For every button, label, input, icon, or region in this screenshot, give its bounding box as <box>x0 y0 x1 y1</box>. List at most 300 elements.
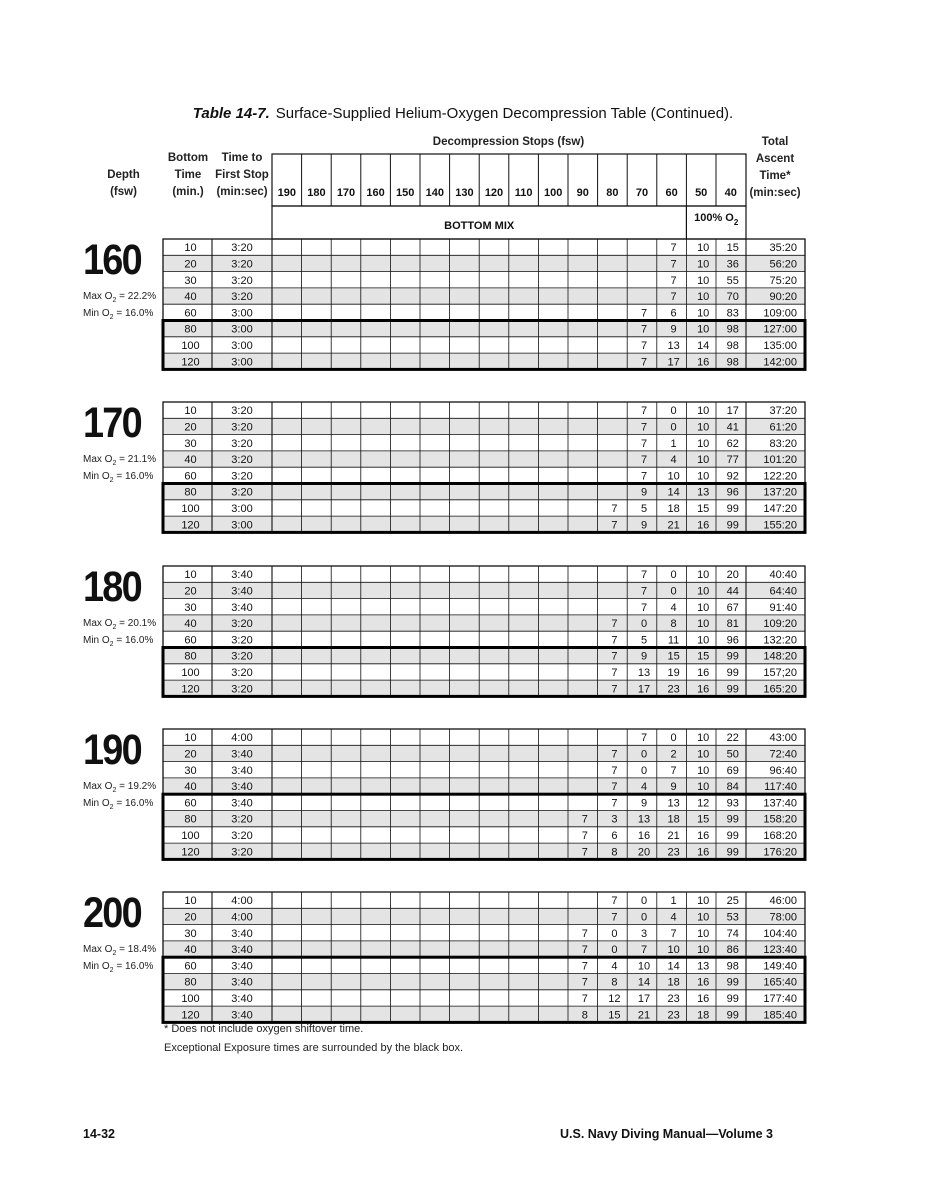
first-stop-time-cell: 3:20 <box>231 454 253 467</box>
table-row <box>181 667 797 679</box>
bottom-time-cell: 80 <box>184 486 197 499</box>
max-o2-note: Max $O_2 = 19.2\%$ <box>83 781 157 794</box>
total-ascent-cell: 158:20 <box>763 813 797 826</box>
first-stop-time-cell: 3:20 <box>231 470 253 483</box>
stop-depth-190: 190 <box>277 187 296 199</box>
first-stop-time-cell: 3:20 <box>231 421 253 434</box>
table-row <box>181 830 797 842</box>
stop-time-cell: 6 <box>670 307 677 320</box>
stop-time-cell: 81 <box>726 618 739 631</box>
stop-time-cell: 0 <box>670 585 677 598</box>
bottom-time-cell: 20 <box>184 585 197 598</box>
bottom-time-cell: 100 <box>181 340 200 352</box>
stop-time-cell: 14 <box>637 976 651 989</box>
total-ascent-cell: 155:20 <box>763 519 797 532</box>
oxygen-label: 100% $O_2$ <box>694 212 739 227</box>
bottom-mix-label: BOTTOM MIX <box>444 220 515 232</box>
total-ascent-cell: 176:20 <box>763 846 797 859</box>
stop-time-cell: 8 <box>581 1009 588 1022</box>
bottom-time-cell: 10 <box>184 405 197 418</box>
total-ascent-cell: 96:40 <box>769 764 797 777</box>
stop-time-cell: 9 <box>640 519 648 532</box>
stop-time-cell: 0 <box>640 911 648 924</box>
bottom-time-cell: 120 <box>181 1009 200 1022</box>
stop-time-cell: 0 <box>670 405 677 418</box>
bottom-time-cell: 100 <box>181 993 200 1005</box>
stop-time-cell: 7 <box>611 797 618 810</box>
table-row <box>184 765 797 777</box>
total-ascent-cell: 109:20 <box>763 618 797 631</box>
total-ascent-cell: 135:00 <box>763 340 797 352</box>
stop-time-cell: 7 <box>670 242 677 255</box>
table-row <box>181 503 797 515</box>
depth-label-170: 170 <box>83 399 141 447</box>
total-ascent-cell: 165:20 <box>763 683 797 696</box>
stop-time-cell: 7 <box>640 307 648 320</box>
stop-time-cell: 15 <box>726 242 739 255</box>
stop-time-cell: 7 <box>640 732 648 745</box>
stop-time-cell: 7 <box>640 601 648 614</box>
stop-time-cell: 7 <box>640 340 648 352</box>
total-ascent-cell: 157;20 <box>763 667 797 679</box>
bottom-time-cell: 10 <box>184 732 197 745</box>
stop-time-cell: 10 <box>697 454 710 467</box>
stop-time-cell: 10 <box>697 421 710 434</box>
stop-time-cell: 69 <box>726 764 739 777</box>
stop-depth-100: 100 <box>544 187 563 199</box>
table-row <box>184 438 797 450</box>
stop-time-cell: 98 <box>726 340 739 352</box>
stop-time-cell: 99 <box>726 650 739 663</box>
depth-section-170 <box>163 402 805 532</box>
bottom-time-cell: 40 <box>184 944 197 957</box>
bottom-time-cell: 60 <box>184 470 197 483</box>
depth-label-160: 160 <box>83 236 141 284</box>
table-row <box>184 242 797 254</box>
stop-time-cell: 36 <box>726 258 739 271</box>
first-stop-time-cell: 3:40 <box>231 927 253 940</box>
stop-time-cell: 12 <box>697 797 710 810</box>
stop-time-cell: 23 <box>667 846 680 859</box>
header-total-ascent-time: Total Ascent Time* (min:sec) <box>749 136 801 199</box>
stop-time-cell: 9 <box>640 797 648 810</box>
depth-section-190 <box>163 729 805 859</box>
stop-time-cell: 7 <box>611 667 618 679</box>
bottom-time-cell: 80 <box>184 976 197 989</box>
stop-time-cell: 10 <box>697 569 710 582</box>
stop-time-cell: 10 <box>697 405 710 418</box>
stop-time-cell: 7 <box>581 927 588 940</box>
stop-time-cell: 4 <box>670 911 677 924</box>
stop-time-cell: 9 <box>640 486 648 499</box>
stop-time-cell: 7 <box>611 895 618 908</box>
stop-time-cell: 15 <box>697 503 710 515</box>
bottom-time-cell: 30 <box>184 927 197 940</box>
stop-time-cell: 21 <box>637 1009 651 1022</box>
stop-time-cell: 12 <box>608 993 621 1005</box>
stop-time-cell: 3 <box>640 927 648 940</box>
depth-section-200 <box>163 892 805 1022</box>
total-ascent-cell: 101:20 <box>763 454 797 467</box>
total-ascent-cell: 83:20 <box>769 437 797 450</box>
bottom-time-cell: 80 <box>184 323 197 336</box>
stop-time-cell: 13 <box>697 960 710 973</box>
total-ascent-cell: 90:20 <box>769 291 797 304</box>
stop-time-cell: 18 <box>667 813 680 826</box>
total-ascent-cell: 64:40 <box>769 585 797 598</box>
stop-time-cell: 96 <box>726 486 739 499</box>
stop-time-cell: 99 <box>726 667 739 679</box>
total-ascent-cell: 165:40 <box>763 976 797 989</box>
bottom-time-cell: 20 <box>184 421 197 434</box>
total-ascent-cell: 132:20 <box>763 634 797 647</box>
stop-time-cell: 84 <box>726 781 739 794</box>
stop-time-cell: 83 <box>726 307 739 320</box>
stop-time-cell: 8 <box>611 976 618 989</box>
stop-time-cell: 16 <box>697 667 710 679</box>
total-ascent-cell: 142:00 <box>763 356 797 369</box>
total-ascent-cell: 43:00 <box>769 732 797 745</box>
bottom-time-cell: 60 <box>184 960 197 973</box>
stop-time-cell: 10 <box>697 911 710 924</box>
stop-time-cell: 10 <box>697 634 710 647</box>
first-stop-time-cell: 3:40 <box>231 797 253 810</box>
stop-depth-70: 70 <box>635 187 649 199</box>
stop-depth-120: 120 <box>484 187 504 199</box>
first-stop-time-cell: 3:40 <box>231 748 253 761</box>
first-stop-time-cell: 3:00 <box>231 340 253 352</box>
stop-time-cell: 2 <box>670 748 677 761</box>
stop-time-cell: 5 <box>640 503 648 515</box>
stop-time-cell: 99 <box>726 503 739 515</box>
stop-time-cell: 7 <box>670 274 677 287</box>
first-stop-time-cell: 3:20 <box>231 258 253 271</box>
stop-time-cell: 7 <box>611 650 618 663</box>
stop-time-cell: 23 <box>667 683 680 696</box>
footnote-ascent: * Does not include oxygen shiftover time. <box>164 1023 364 1035</box>
min-o2-note: Min $O_2 = 16.0\%$ <box>83 961 154 974</box>
table-row <box>184 602 797 614</box>
stop-time-cell: 18 <box>697 1009 710 1022</box>
stop-time-cell: 86 <box>726 944 739 957</box>
total-ascent-cell: 148:20 <box>763 650 797 663</box>
stop-time-cell: 7 <box>611 503 618 515</box>
stop-depth-40: 40 <box>724 187 737 199</box>
first-stop-time-cell: 3:20 <box>231 405 253 418</box>
stop-time-cell: 17 <box>637 683 651 696</box>
stop-time-cell: 7 <box>670 927 677 940</box>
total-ascent-cell: 168:20 <box>763 830 797 842</box>
stop-depth-140: 140 <box>425 187 444 199</box>
stop-time-cell: 7 <box>611 683 618 696</box>
stop-time-cell: 0 <box>640 748 648 761</box>
stop-time-cell: 0 <box>640 618 648 631</box>
total-ascent-cell: 61:20 <box>769 421 797 434</box>
first-stop-time-cell: 3:40 <box>231 976 253 989</box>
bottom-time-cell: 20 <box>184 258 197 271</box>
stop-time-cell: 9 <box>640 650 648 663</box>
stop-time-cell: 7 <box>611 911 618 924</box>
first-stop-time-cell: 3:40 <box>231 781 253 794</box>
stop-time-cell: 23 <box>667 1009 680 1022</box>
total-ascent-cell: 56:20 <box>769 258 797 271</box>
first-stop-time-cell: 3:20 <box>231 667 253 679</box>
stop-time-cell: 5 <box>640 634 648 647</box>
total-ascent-cell: 35:20 <box>769 242 797 255</box>
bottom-time-cell: 120 <box>181 846 200 859</box>
stop-time-cell: 98 <box>726 960 739 973</box>
first-stop-time-cell: 3:00 <box>231 519 253 532</box>
stop-time-cell: 21 <box>667 830 680 842</box>
stop-time-cell: 98 <box>726 323 739 336</box>
stop-time-cell: 16 <box>697 356 710 369</box>
stop-time-cell: 10 <box>697 764 710 777</box>
depth-section-160 <box>163 239 805 369</box>
stop-time-cell: 16 <box>697 976 710 989</box>
stop-time-cell: 23 <box>667 993 680 1005</box>
bottom-time-cell: 120 <box>181 519 200 532</box>
stop-time-cell: 62 <box>726 437 739 450</box>
stop-time-cell: 8 <box>611 846 618 859</box>
stop-time-cell: 99 <box>726 813 739 826</box>
bottom-time-cell: 100 <box>181 667 200 679</box>
stop-time-cell: 17 <box>726 405 739 418</box>
stop-time-cell: 22 <box>726 732 739 745</box>
first-stop-time-cell: 3:20 <box>231 830 253 842</box>
stop-time-cell: 15 <box>697 813 710 826</box>
stop-time-cell: 13 <box>637 813 651 826</box>
total-ascent-cell: 40:40 <box>769 569 797 582</box>
stop-time-cell: 10 <box>697 437 710 450</box>
header-bottom-time: Bottom Time (min.) <box>167 152 209 198</box>
bottom-time-cell: 60 <box>184 307 197 320</box>
first-stop-time-cell: 3:20 <box>231 291 253 304</box>
stop-time-cell: 20 <box>637 846 651 859</box>
depth-section-180 <box>163 566 805 696</box>
stop-time-cell: 10 <box>697 323 710 336</box>
stop-time-cell: 96 <box>726 634 739 647</box>
stop-time-cell: 4 <box>611 960 618 973</box>
stop-time-cell: 16 <box>697 830 710 842</box>
stop-time-cell: 7 <box>611 781 618 794</box>
max-o2-note: Max $O_2 = 20.1\%$ <box>83 618 157 631</box>
first-stop-time-cell: 3:40 <box>231 960 253 973</box>
total-ascent-cell: 127:00 <box>763 323 797 336</box>
stop-time-cell: 10 <box>697 927 710 940</box>
stop-time-cell: 10 <box>697 781 710 794</box>
stop-time-cell: 10 <box>697 274 710 287</box>
stop-time-cell: 14 <box>667 486 680 499</box>
min-o2-note: Min $O_2 = 16.0\%$ <box>83 798 154 811</box>
total-ascent-cell: 147:20 <box>763 503 797 515</box>
stop-depth-160: 160 <box>366 187 385 199</box>
stop-time-cell: 25 <box>726 895 739 908</box>
min-o2-note: Min $O_2 = 16.0\%$ <box>83 471 154 484</box>
stop-time-cell: 7 <box>611 764 618 777</box>
first-stop-time-cell: 3:20 <box>231 274 253 287</box>
bottom-time-cell: 60 <box>184 634 197 647</box>
first-stop-time-cell: 3:00 <box>231 307 253 320</box>
max-o2-note: Max $O_2 = 18.4\%$ <box>83 944 157 957</box>
table-row <box>184 275 797 287</box>
stop-time-cell: 13 <box>697 486 710 499</box>
stop-time-cell: 15 <box>667 650 680 663</box>
first-stop-time-cell: 3:20 <box>231 683 253 696</box>
stop-time-cell: 7 <box>640 569 648 582</box>
stop-depth-110: 110 <box>514 187 533 199</box>
stop-time-cell: 55 <box>726 274 739 287</box>
bottom-time-cell: 30 <box>184 601 197 614</box>
table-number: Table 14-7. <box>192 105 270 122</box>
stop-time-cell: 7 <box>640 944 648 957</box>
stop-time-cell: 17 <box>667 356 680 369</box>
stop-time-cell: 16 <box>697 846 710 859</box>
total-ascent-cell: 137:20 <box>763 486 797 499</box>
total-ascent-cell: 117:40 <box>764 781 797 794</box>
stop-time-cell: 10 <box>697 470 710 483</box>
stop-time-cell: 10 <box>667 944 680 957</box>
header-time-to-first-stop: Time to First Stop (min:sec) <box>215 152 269 198</box>
stop-time-cell: 10 <box>697 258 710 271</box>
stop-depth-170: 170 <box>336 187 356 199</box>
stop-time-cell: 3 <box>611 813 618 826</box>
stop-time-cell: 21 <box>667 519 680 532</box>
stop-time-cell: 7 <box>611 618 618 631</box>
footnote-exceptional: Exceptional Exposure times are surrounded by the black box. <box>164 1042 463 1054</box>
first-stop-time-cell: 3:20 <box>231 486 253 499</box>
table-row <box>184 928 797 940</box>
stop-time-cell: 20 <box>726 569 739 582</box>
stop-time-cell: 10 <box>697 732 710 745</box>
total-ascent-cell: 37:20 <box>769 405 797 418</box>
stop-time-cell: 99 <box>726 519 739 532</box>
stop-time-cell: 9 <box>670 323 677 336</box>
stop-time-cell: 10 <box>697 748 710 761</box>
stop-depth-90: 90 <box>576 187 589 199</box>
total-ascent-cell: 72:40 <box>769 748 797 761</box>
stop-time-cell: 10 <box>697 291 710 304</box>
total-ascent-cell: 149:40 <box>763 960 797 973</box>
stop-time-cell: 7 <box>581 976 588 989</box>
table-row <box>184 470 797 482</box>
bottom-time-cell: 30 <box>184 437 197 450</box>
first-stop-time-cell: 3:40 <box>231 1009 253 1022</box>
stop-time-cell: 14 <box>667 960 680 973</box>
total-ascent-cell: 78:00 <box>769 911 797 924</box>
stop-time-cell: 7 <box>581 944 588 957</box>
stop-time-cell: 14 <box>697 340 710 352</box>
stop-time-cell: 92 <box>726 470 739 483</box>
stop-time-cell: 41 <box>726 421 739 434</box>
bottom-time-cell: 10 <box>184 569 197 582</box>
first-stop-time-cell: 3:40 <box>231 585 253 598</box>
first-stop-time-cell: 3:40 <box>231 601 253 614</box>
stop-time-cell: 15 <box>608 1009 621 1022</box>
stop-time-cell: 13 <box>667 340 680 352</box>
total-ascent-cell: 109:00 <box>763 307 797 320</box>
stop-time-cell: 15 <box>697 650 710 663</box>
total-ascent-cell: 177:40 <box>763 993 797 1005</box>
first-stop-time-cell: 3:00 <box>231 503 253 515</box>
stop-time-cell: 10 <box>667 470 680 483</box>
stop-time-cell: 7 <box>640 356 648 369</box>
stop-time-cell: 50 <box>726 748 739 761</box>
stop-time-cell: 10 <box>697 585 710 598</box>
bottom-time-cell: 30 <box>184 274 197 287</box>
stop-time-cell: 7 <box>670 258 677 271</box>
total-ascent-cell: 185:40 <box>763 1009 797 1022</box>
total-ascent-cell: 91:40 <box>769 601 797 614</box>
bottom-time-cell: 80 <box>184 650 197 663</box>
stop-time-cell: 10 <box>697 307 710 320</box>
stop-time-cell: 16 <box>637 830 651 842</box>
page-number: 14-32 <box>83 1127 115 1141</box>
table-row <box>184 797 797 809</box>
stop-time-cell: 1 <box>670 437 677 450</box>
stop-time-cell: 7 <box>640 323 648 336</box>
table-row <box>181 340 797 352</box>
stop-time-cell: 0 <box>611 944 618 957</box>
bottom-time-cell: 10 <box>184 895 197 908</box>
first-stop-time-cell: 3:20 <box>231 650 253 663</box>
bottom-time-cell: 30 <box>184 764 197 777</box>
first-stop-time-cell: 3:40 <box>231 764 253 777</box>
first-stop-time-cell: 4:00 <box>231 732 253 745</box>
first-stop-time-cell: 3:20 <box>231 634 253 647</box>
stop-depth-80: 80 <box>606 187 619 199</box>
stop-time-cell: 7 <box>611 748 618 761</box>
stop-depth-50: 50 <box>695 187 708 199</box>
stop-time-cell: 7 <box>581 960 588 973</box>
stop-time-cell: 18 <box>667 976 680 989</box>
first-stop-time-cell: 3:20 <box>231 437 253 450</box>
stop-depth-130: 130 <box>455 187 474 199</box>
stop-time-cell: 7 <box>581 846 588 859</box>
stop-time-cell: 6 <box>611 830 618 842</box>
stop-time-cell: 19 <box>667 667 680 679</box>
depth-label-200: 200 <box>83 889 141 937</box>
stop-time-cell: 77 <box>726 454 739 467</box>
stop-time-cell: 7 <box>640 454 648 467</box>
table-row <box>184 405 797 417</box>
total-ascent-cell: 137:40 <box>763 797 797 810</box>
bottom-time-cell: 20 <box>184 911 197 924</box>
total-ascent-cell: 104:40 <box>763 927 797 940</box>
table-row <box>184 569 797 581</box>
stop-depth-150: 150 <box>396 187 415 199</box>
total-ascent-cell: 46:00 <box>769 895 797 908</box>
bottom-time-cell: 100 <box>181 830 200 842</box>
stop-time-cell: 10 <box>697 601 710 614</box>
stop-time-cell: 7 <box>670 764 677 777</box>
max-o2-note: Max $O_2 = 22.2\%$ <box>83 291 157 304</box>
stop-time-cell: 4 <box>670 454 677 467</box>
stop-time-cell: 0 <box>670 732 677 745</box>
total-ascent-cell: 122:20 <box>763 470 797 483</box>
bottom-time-cell: 20 <box>184 748 197 761</box>
stop-time-cell: 99 <box>726 830 739 842</box>
bottom-time-cell: 120 <box>181 356 200 369</box>
table-row <box>184 895 797 907</box>
stop-time-cell: 67 <box>726 601 739 614</box>
bottom-time-cell: 40 <box>184 618 197 631</box>
stop-time-cell: 10 <box>697 895 710 908</box>
stop-time-cell: 11 <box>667 634 680 647</box>
stop-time-cell: 99 <box>726 1009 739 1022</box>
first-stop-time-cell: 3:40 <box>231 944 253 957</box>
table-row <box>184 307 797 319</box>
bottom-time-cell: 80 <box>184 813 197 826</box>
